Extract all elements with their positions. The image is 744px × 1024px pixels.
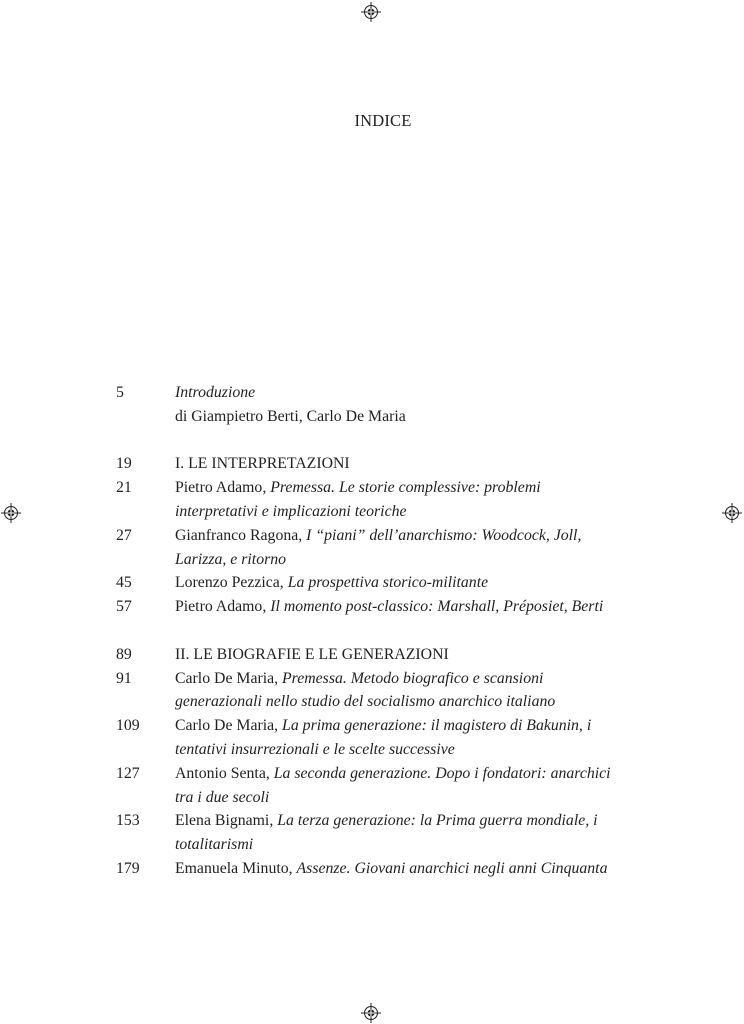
toc-entry-title-continued: interpretativi e implicazioni teoriche: [175, 502, 407, 520]
toc-page-number: 91: [116, 669, 132, 687]
toc-entry: [116, 595, 676, 619]
toc-entry-title-continued: tra i due secoli: [175, 788, 270, 806]
toc-entry-title: I “piani” dell’anarchismo: Woodcock, Joll,: [306, 526, 582, 544]
toc-entry-title-continued: tentativi insurrezionali e le scelte successive: [175, 740, 455, 758]
toc-entry-title-continued: totalitarismi: [175, 836, 254, 854]
toc-entry-title: La prospettiva storico-militante: [287, 574, 489, 592]
toc-entry-author: Carlo De Maria,: [175, 717, 283, 735]
toc-section: [116, 643, 676, 667]
toc-entry-title: Premessa. Le storie complessive: problemi: [270, 479, 541, 497]
toc-entry-title: Assenze. Giovani anarchici negli anni Cinquanta: [296, 859, 608, 877]
toc-page-number: 27: [116, 526, 132, 544]
registration-mark-icon: [361, 1003, 381, 1023]
toc-entry-author: Carlo De Maria,: [175, 669, 283, 687]
toc-page-number: 45: [116, 574, 132, 592]
toc-section: [116, 452, 676, 476]
toc-page-number: 21: [116, 479, 132, 497]
toc-entry: [116, 714, 676, 762]
toc-entry-author: Antonio Senta,: [175, 764, 274, 782]
toc-entry: [116, 524, 676, 572]
toc-entry: [116, 381, 676, 429]
toc-section-heading: I. LE INTERPRETAZIONI: [175, 455, 350, 473]
toc-page-number: 57: [116, 598, 132, 616]
toc-entry-title: Introduzione: [175, 384, 256, 401]
toc-page-number: 179: [116, 859, 140, 877]
toc-entry: [116, 571, 676, 595]
toc-entry-title-continued: generazionali nello studio del socialismo anarchico italiano: [175, 693, 556, 711]
toc-entry: [116, 857, 676, 881]
toc-page-number: 89: [116, 645, 132, 663]
toc-section-heading: II. LE BIOGRAFIE E LE GENERAZIONI: [175, 645, 449, 663]
toc-entry-author: Gianfranco Ragona,: [175, 526, 307, 544]
toc-entry-title: Il momento post-classico: Marshall, Préposiet, Berti: [270, 598, 604, 616]
toc-entry-author: Pietro Adamo,: [175, 479, 271, 497]
toc-entry: [116, 762, 676, 810]
toc-entry: [116, 809, 676, 857]
toc-entry: [116, 476, 676, 524]
toc-page-number: 5: [116, 384, 124, 401]
toc-entry-title: La terza generazione: la Prima guerra mondiale, i: [277, 812, 598, 830]
toc-entry-author: Lorenzo Pezzica,: [175, 574, 288, 592]
toc-page-number: 19: [116, 455, 132, 473]
registration-mark-icon: [722, 503, 742, 523]
toc-entry-subtitle: di Giampietro Berti, Carlo De Maria: [175, 407, 406, 425]
toc-page-number: 153: [116, 812, 140, 830]
toc-entry-title: La seconda generazione. Dopo i fondatori: anarchici: [273, 764, 611, 782]
registration-mark-icon: [1, 503, 21, 523]
toc-entry: [116, 667, 676, 715]
toc-entry-title: La prima generazione: il magistero di Bakunin, i: [282, 717, 592, 735]
registration-mark-icon: [361, 2, 381, 22]
toc-entry-title: Premessa. Metodo biografico e scansioni: [282, 669, 544, 687]
toc-entry-author: Pietro Adamo,: [175, 598, 271, 616]
toc-entry-author: Elena Bignami,: [175, 812, 278, 830]
page-title: INDICE: [354, 111, 412, 130]
toc-page-number: 109: [116, 717, 140, 735]
toc-page-number: 127: [116, 764, 140, 782]
table-of-contents: [116, 381, 676, 881]
toc-entry-author: Emanuela Minuto,: [175, 859, 297, 877]
toc-entry-title-continued: Larizza, e ritorno: [175, 550, 287, 568]
